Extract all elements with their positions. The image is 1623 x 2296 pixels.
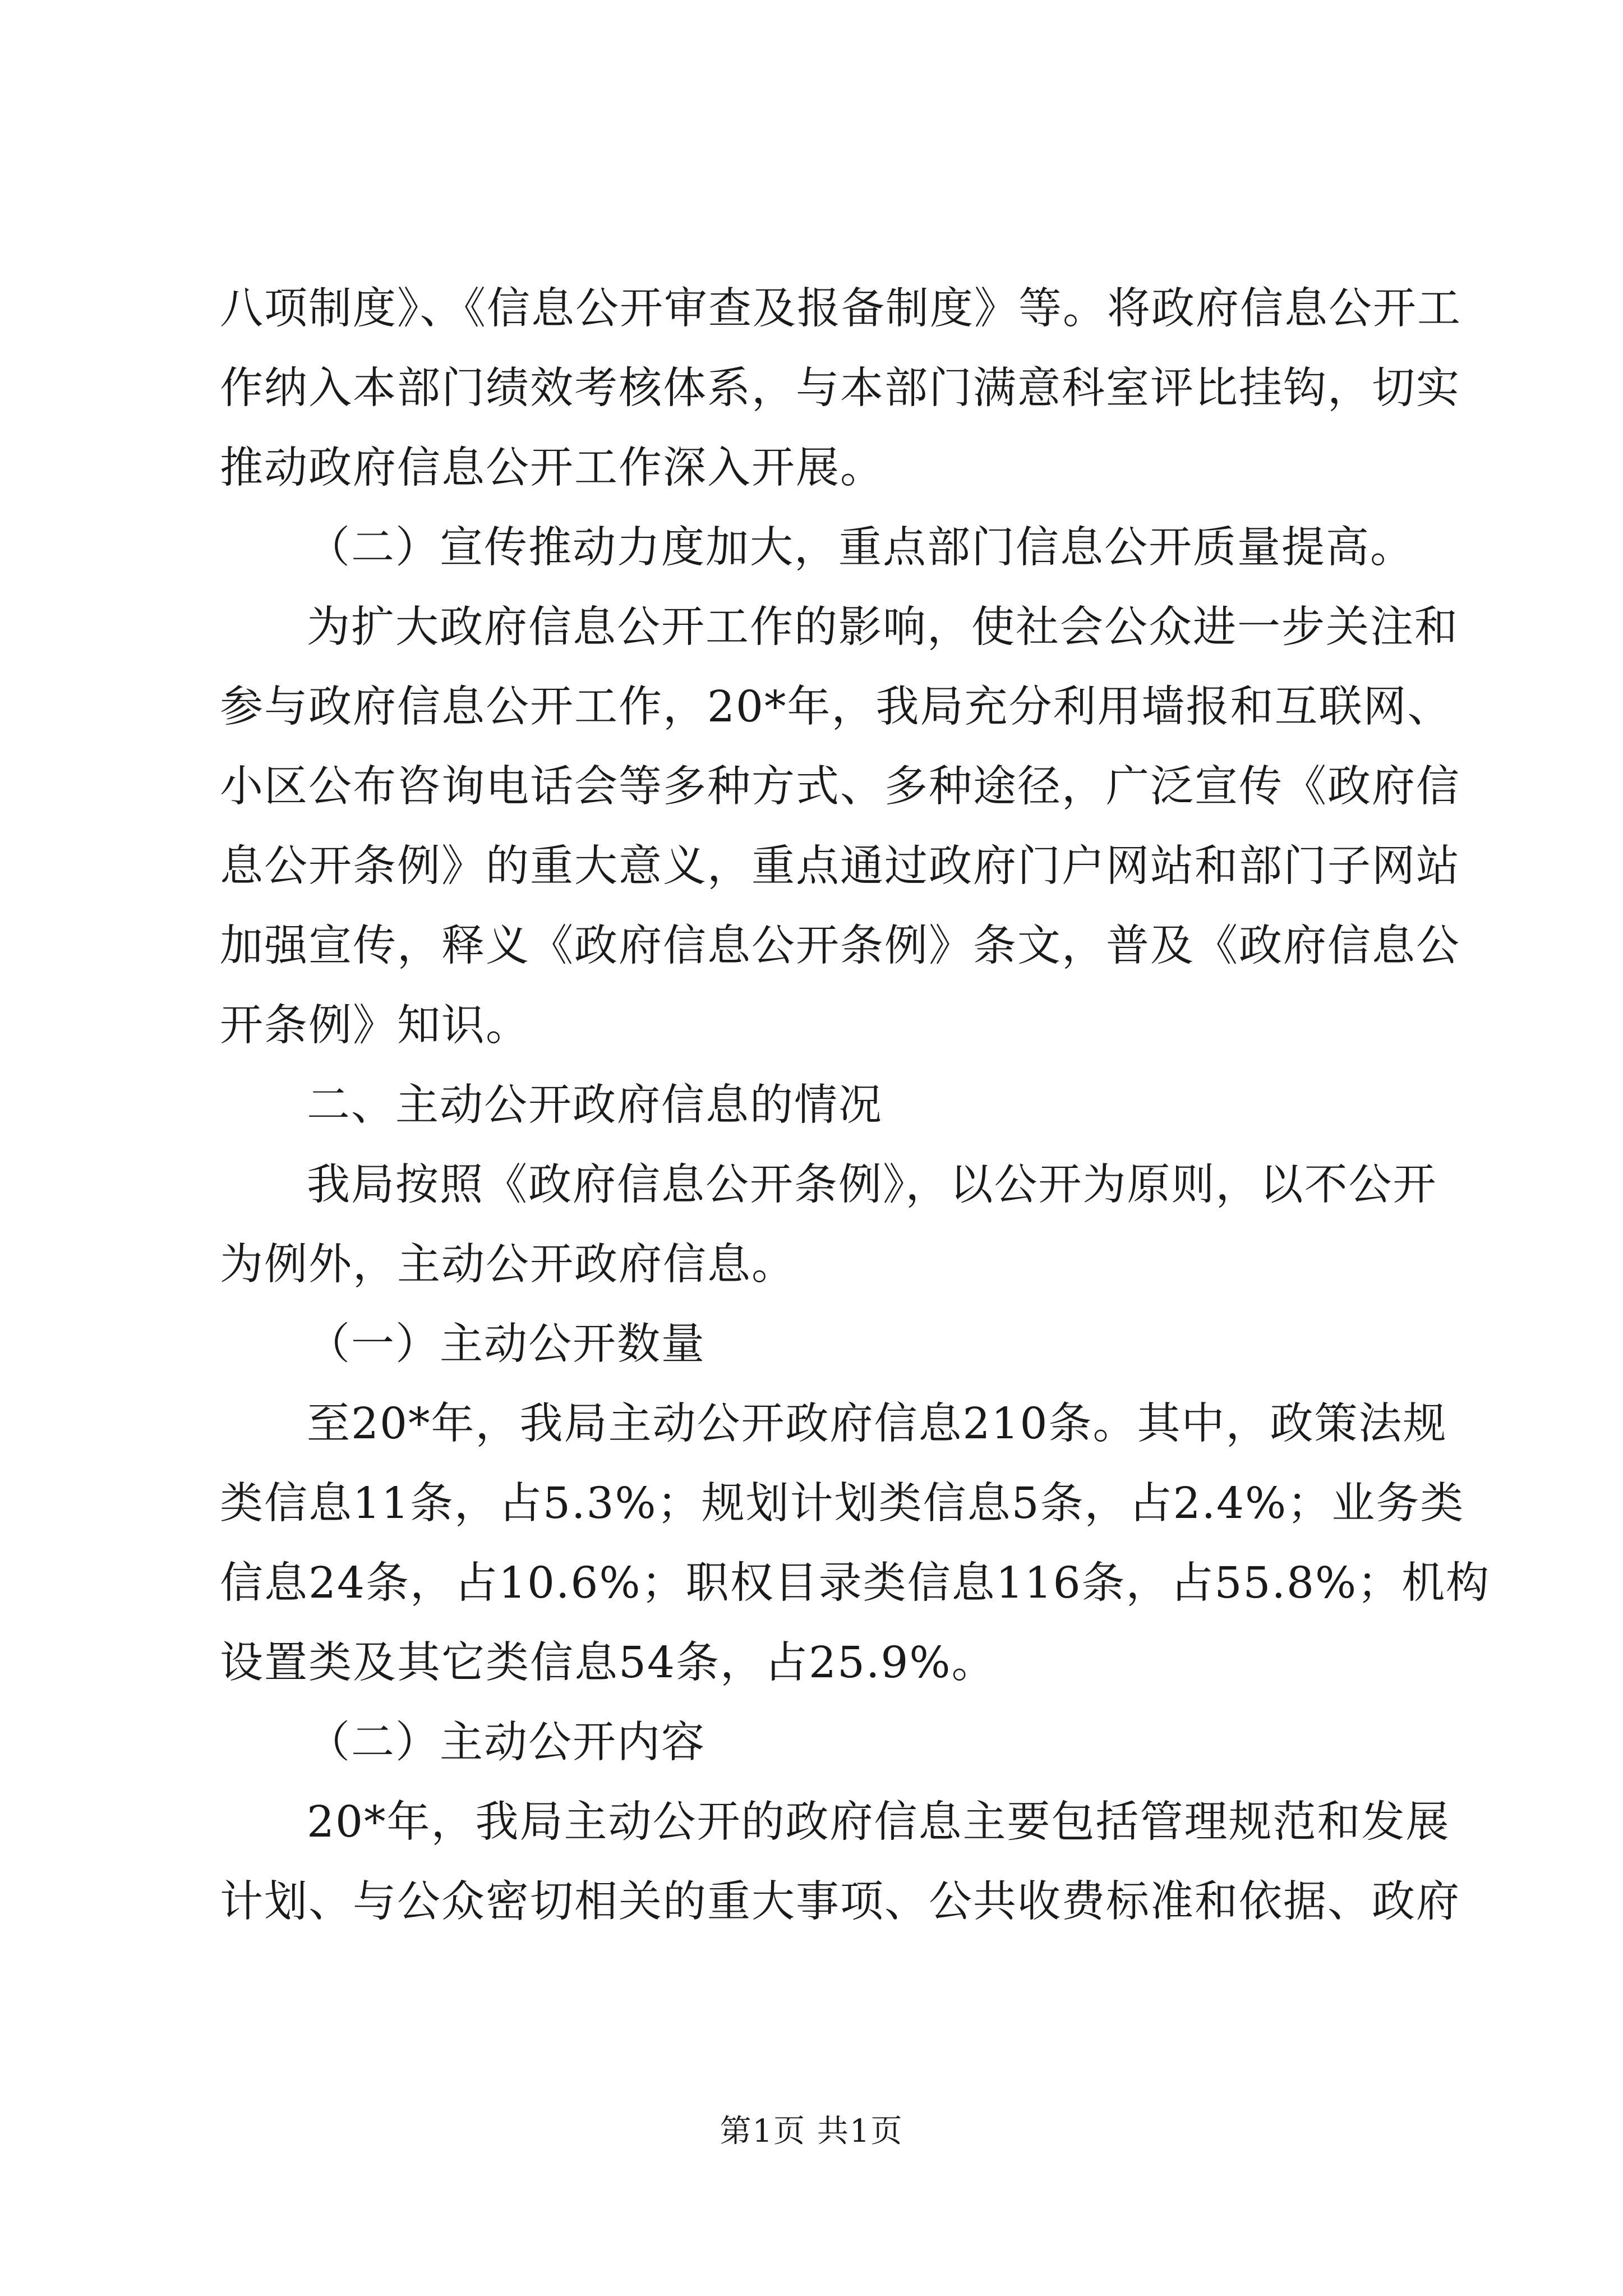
text-line-1: 八项制度》、《信息公开审查及报备制度》等。将政府信息公开工	[220, 284, 1461, 334]
text-line-5: 为扩大政府信息公开工作的影响，使社会公众进一步关注和	[307, 602, 1459, 652]
text-line-12: 我局按照《政府信息公开条例》，以公开为原则，以不公开	[307, 1160, 1437, 1210]
text-line-15: 至20*年，我局主动公开政府信息210条。其中，政策法规	[307, 1399, 1447, 1449]
text-line-18: 设置类及其它类信息54条，占25.9%。	[220, 1638, 996, 1688]
text-line-13: 为例外，主动公开政府信息。	[220, 1240, 796, 1290]
section-heading-active-disclosure: 二、主动公开政府信息的情况	[307, 1080, 883, 1130]
text-line-10: 开条例》知识。	[220, 1001, 530, 1051]
text-line-3: 推动政府信息公开工作深入开展。	[220, 443, 884, 493]
section-heading-propaganda: （二）宣传推动力度加大，重点部门信息公开质量提高。	[307, 523, 1414, 573]
page-number-footer: 第1页 共1页	[720, 2113, 903, 2150]
text-line-17: 信息24条，占10.6%；职权目录类信息116条，占55.8%；机构	[220, 1558, 1491, 1608]
text-line-6: 参与政府信息公开工作，20*年，我局充分利用墙报和互联网、	[220, 682, 1452, 732]
text-line-9: 加强宣传，释义《政府信息公开条例》条文，普及《政府信息公	[220, 921, 1460, 971]
document-body	[220, 269, 1491, 1942]
section-heading-disclosure-content: （二）主动公开内容	[307, 1718, 706, 1768]
text-line-2: 作纳入本部门绩效考核体系，与本部门满意科室评比挂钩，切实	[220, 364, 1460, 413]
section-heading-disclosure-quantity: （一）主动公开数量	[307, 1319, 706, 1369]
text-line-16: 类信息11条，占5.3%；规划计划类信息5条，占2.4%；业务类	[220, 1479, 1465, 1529]
text-line-21: 计划、与公众密切相关的重大事项、公共收费标准和依据、政府	[220, 1877, 1460, 1927]
text-line-7: 小区公布咨询电话会等多种方式、多种途径，广泛宣传《政府信	[220, 762, 1460, 812]
text-line-8: 息公开条例》的重大意义，重点通过政府门户网站和部门子网站	[220, 841, 1460, 891]
text-line-20: 20*年，我局主动公开的政府信息主要包括管理规范和发展	[307, 1797, 1450, 1847]
